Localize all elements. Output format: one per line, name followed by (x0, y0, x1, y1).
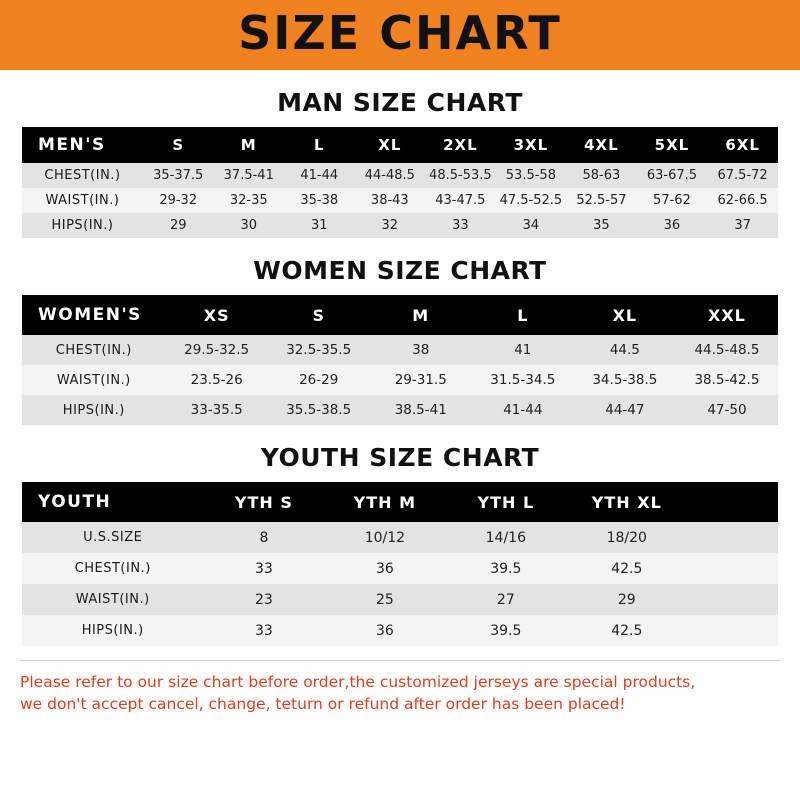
table-header-cell: 2XL (425, 127, 496, 163)
row-label: CHEST(IN.) (22, 553, 203, 584)
table-row (22, 395, 778, 425)
table-row (22, 188, 778, 213)
table-cell: 58-63 (566, 163, 637, 188)
table-cell: 42.5 (566, 553, 687, 584)
table-cell: 47-50 (676, 395, 778, 425)
table-cell: 36 (324, 553, 445, 584)
table-cell: 39.5 (445, 553, 566, 584)
table-youth-size (22, 482, 778, 646)
section-man-size-chart (0, 88, 800, 238)
table-row (22, 553, 778, 584)
table-row (22, 163, 778, 188)
table-cell: 44.5 (574, 335, 676, 365)
table-cell: 48.5-53.5 (425, 163, 496, 188)
table-cell: 47.5-52.5 (496, 188, 567, 213)
table-header-cell: YTH S (203, 482, 324, 522)
row-label: WAIST(IN.) (22, 365, 166, 395)
table-cell: 36 (637, 213, 708, 238)
section-youth-size-chart (0, 443, 800, 646)
table-header-cell: L (472, 295, 574, 335)
table-cell: 53.5-58 (496, 163, 567, 188)
table-cell: 38.5-42.5 (676, 365, 778, 395)
table-cell: 27 (445, 584, 566, 615)
row-label: U.S.SIZE (22, 522, 203, 553)
table-cell: 57-62 (637, 188, 708, 213)
table-cell-spacer (687, 615, 778, 646)
header-banner (0, 0, 800, 70)
table-cell: 30 (213, 213, 284, 238)
table-row (22, 615, 778, 646)
row-label: CHEST(IN.) (22, 163, 143, 188)
section-title-women: WOMEN SIZE CHART (253, 256, 547, 285)
table-cell: 38-43 (355, 188, 426, 213)
table-cell: 44-47 (574, 395, 676, 425)
table-row (22, 213, 778, 238)
table-header-row (22, 295, 778, 335)
table-header-cell: XXL (676, 295, 778, 335)
table-cell: 37 (707, 213, 778, 238)
table-header-cell: 6XL (707, 127, 778, 163)
table-cell: 44-48.5 (355, 163, 426, 188)
table-row (22, 335, 778, 365)
table-cell: 38.5-41 (370, 395, 472, 425)
table-cell: 41-44 (472, 395, 574, 425)
table-cell: 29-32 (143, 188, 214, 213)
table-header-cell: M (370, 295, 472, 335)
table-header-row (22, 482, 778, 522)
table-header-cell: XL (574, 295, 676, 335)
table-cell: 35 (566, 213, 637, 238)
table-cell: 14/16 (445, 522, 566, 553)
table-cell: 34 (496, 213, 567, 238)
table-cell: 26-29 (268, 365, 370, 395)
table-cell: 35-37.5 (143, 163, 214, 188)
table-cell: 41 (472, 335, 574, 365)
table-row (22, 584, 778, 615)
table-cell: 37.5-41 (213, 163, 284, 188)
table-header-cell: YTH L (445, 482, 566, 522)
table-cell: 23 (203, 584, 324, 615)
table-header-cell: 3XL (496, 127, 567, 163)
table-header-cell: YTH XL (566, 482, 687, 522)
table-header-cell: YOUTH (22, 482, 203, 522)
table-cell: 42.5 (566, 615, 687, 646)
table-row (22, 522, 778, 553)
table-cell: 33 (425, 213, 496, 238)
row-label: CHEST(IN.) (22, 335, 166, 365)
table-cell: 36 (324, 615, 445, 646)
table-cell: 35.5-38.5 (268, 395, 370, 425)
row-label: WAIST(IN.) (22, 188, 143, 213)
table-header-cell: MEN'S (22, 127, 143, 163)
table-cell: 63-67.5 (637, 163, 708, 188)
table-cell: 41-44 (284, 163, 355, 188)
table-cell: 33 (203, 615, 324, 646)
table-header-cell: S (268, 295, 370, 335)
table-cell-spacer (687, 553, 778, 584)
table-header-cell: XL (355, 127, 426, 163)
table-cell: 31 (284, 213, 355, 238)
table-header-cell: WOMEN'S (22, 295, 166, 335)
section-women-size-chart (0, 256, 800, 425)
table-cell: 35-38 (284, 188, 355, 213)
footer-note-line-1: Please refer to our size chart before order,the customized jerseys are special products, (20, 673, 696, 691)
table-header-cell: YTH M (324, 482, 445, 522)
table-cell: 52.5-57 (566, 188, 637, 213)
table-cell: 29-31.5 (370, 365, 472, 395)
table-header-cell: S (143, 127, 214, 163)
footer-note (20, 660, 780, 716)
table-cell: 29 (143, 213, 214, 238)
table-row (22, 365, 778, 395)
table-cell: 32 (355, 213, 426, 238)
row-label: HIPS(IN.) (22, 213, 143, 238)
table-cell: 8 (203, 522, 324, 553)
table-cell: 34.5-38.5 (574, 365, 676, 395)
table-cell: 33 (203, 553, 324, 584)
table-cell: 67.5-72 (707, 163, 778, 188)
table-cell: 23.5-26 (166, 365, 268, 395)
row-label: HIPS(IN.) (22, 395, 166, 425)
banner-left-band (0, 0, 34, 70)
table-cell: 32.5-35.5 (268, 335, 370, 365)
table-cell: 38 (370, 335, 472, 365)
table-cell: 39.5 (445, 615, 566, 646)
table-cell-spacer (687, 584, 778, 615)
section-title-youth: YOUTH SIZE CHART (260, 443, 540, 472)
row-label: HIPS(IN.) (22, 615, 203, 646)
table-cell: 43-47.5 (425, 188, 496, 213)
table-cell: 29.5-32.5 (166, 335, 268, 365)
section-title-man: MAN SIZE CHART (277, 88, 523, 117)
table-header-cell: L (284, 127, 355, 163)
table-cell-spacer (687, 522, 778, 553)
footer-note-line-2: we don't accept cancel, change, teturn or refund after order has been placed! (20, 695, 626, 714)
banner-right-band (766, 0, 800, 70)
table-header-row (22, 127, 778, 163)
page-title: SIZE CHART (238, 6, 562, 60)
table-cell: 33-35.5 (166, 395, 268, 425)
table-cell: 44.5-48.5 (676, 335, 778, 365)
table-cell: 62-66.5 (707, 188, 778, 213)
table-cell: 25 (324, 584, 445, 615)
table-cell: 29 (566, 584, 687, 615)
table-cell: 31.5-34.5 (472, 365, 574, 395)
table-header-cell: M (213, 127, 284, 163)
table-women-size (22, 295, 778, 425)
table-cell: 32-35 (213, 188, 284, 213)
table-header-cell: XS (166, 295, 268, 335)
table-header-cell: 5XL (637, 127, 708, 163)
table-header-cell: 4XL (566, 127, 637, 163)
table-header-spacer (687, 482, 778, 522)
table-cell: 18/20 (566, 522, 687, 553)
table-cell: 10/12 (324, 522, 445, 553)
row-label: WAIST(IN.) (22, 584, 203, 615)
table-man-size (22, 127, 778, 238)
